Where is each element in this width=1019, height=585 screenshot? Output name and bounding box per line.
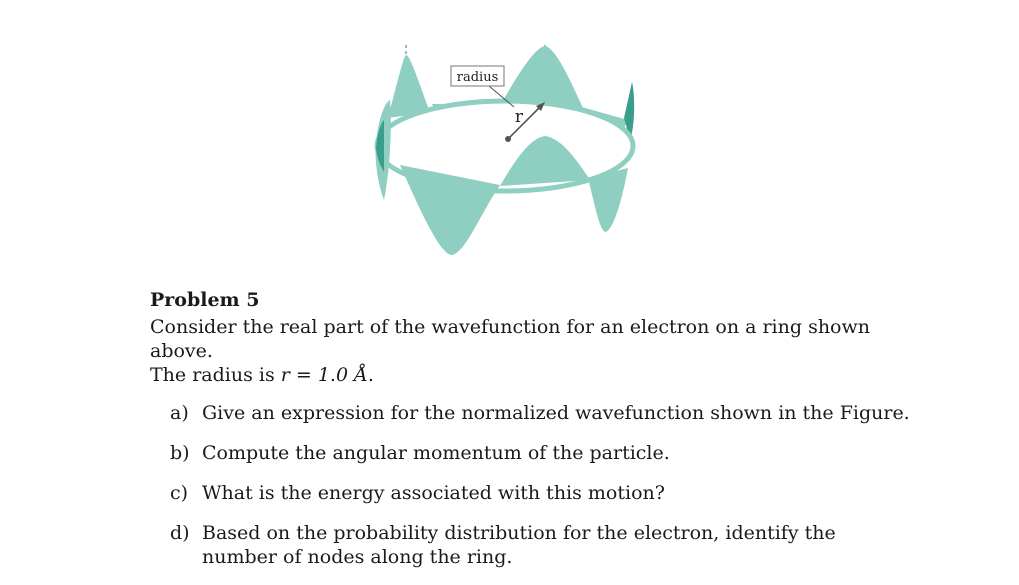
wave-lobe-lower-right: [588, 168, 628, 232]
question-d: [150, 521, 910, 569]
question-marker: b): [170, 442, 190, 464]
ring-diagram: [360, 30, 650, 265]
intro-line-1: Consider the real part of the wavefunction for an electron on a ring shown above.: [150, 316, 870, 362]
question-a: [150, 401, 910, 425]
wave-lobe-upper-left: [388, 55, 430, 118]
problem-title: Problem 5: [150, 289, 260, 311]
question-text: Based on the probability distribution for the electron, identify the number of nodes along the ring.: [202, 522, 836, 568]
problem-intro: [150, 315, 910, 387]
question-marker: c): [170, 482, 189, 504]
radius-label: radius: [456, 70, 499, 85]
radius-value-math: r = 1.0 Å: [280, 364, 368, 386]
problem-block: [150, 288, 910, 585]
question-list: [150, 401, 910, 569]
intro-line-2-suffix: .: [367, 364, 374, 386]
question-b: [150, 441, 910, 465]
question-marker: a): [170, 402, 189, 424]
question-marker: d): [170, 522, 190, 544]
question-text: What is the energy associated with this motion?: [202, 482, 665, 504]
question-text: Compute the angular momentum of the particle.: [202, 442, 670, 464]
intro-line-2-prefix: The radius is: [150, 364, 281, 386]
r-label: r: [514, 107, 524, 127]
question-text: Give an expression for the normalized wavefunction shown in the Figure.: [202, 402, 910, 424]
question-c: [150, 481, 910, 505]
wavefunction-ring-figure: [360, 30, 650, 265]
